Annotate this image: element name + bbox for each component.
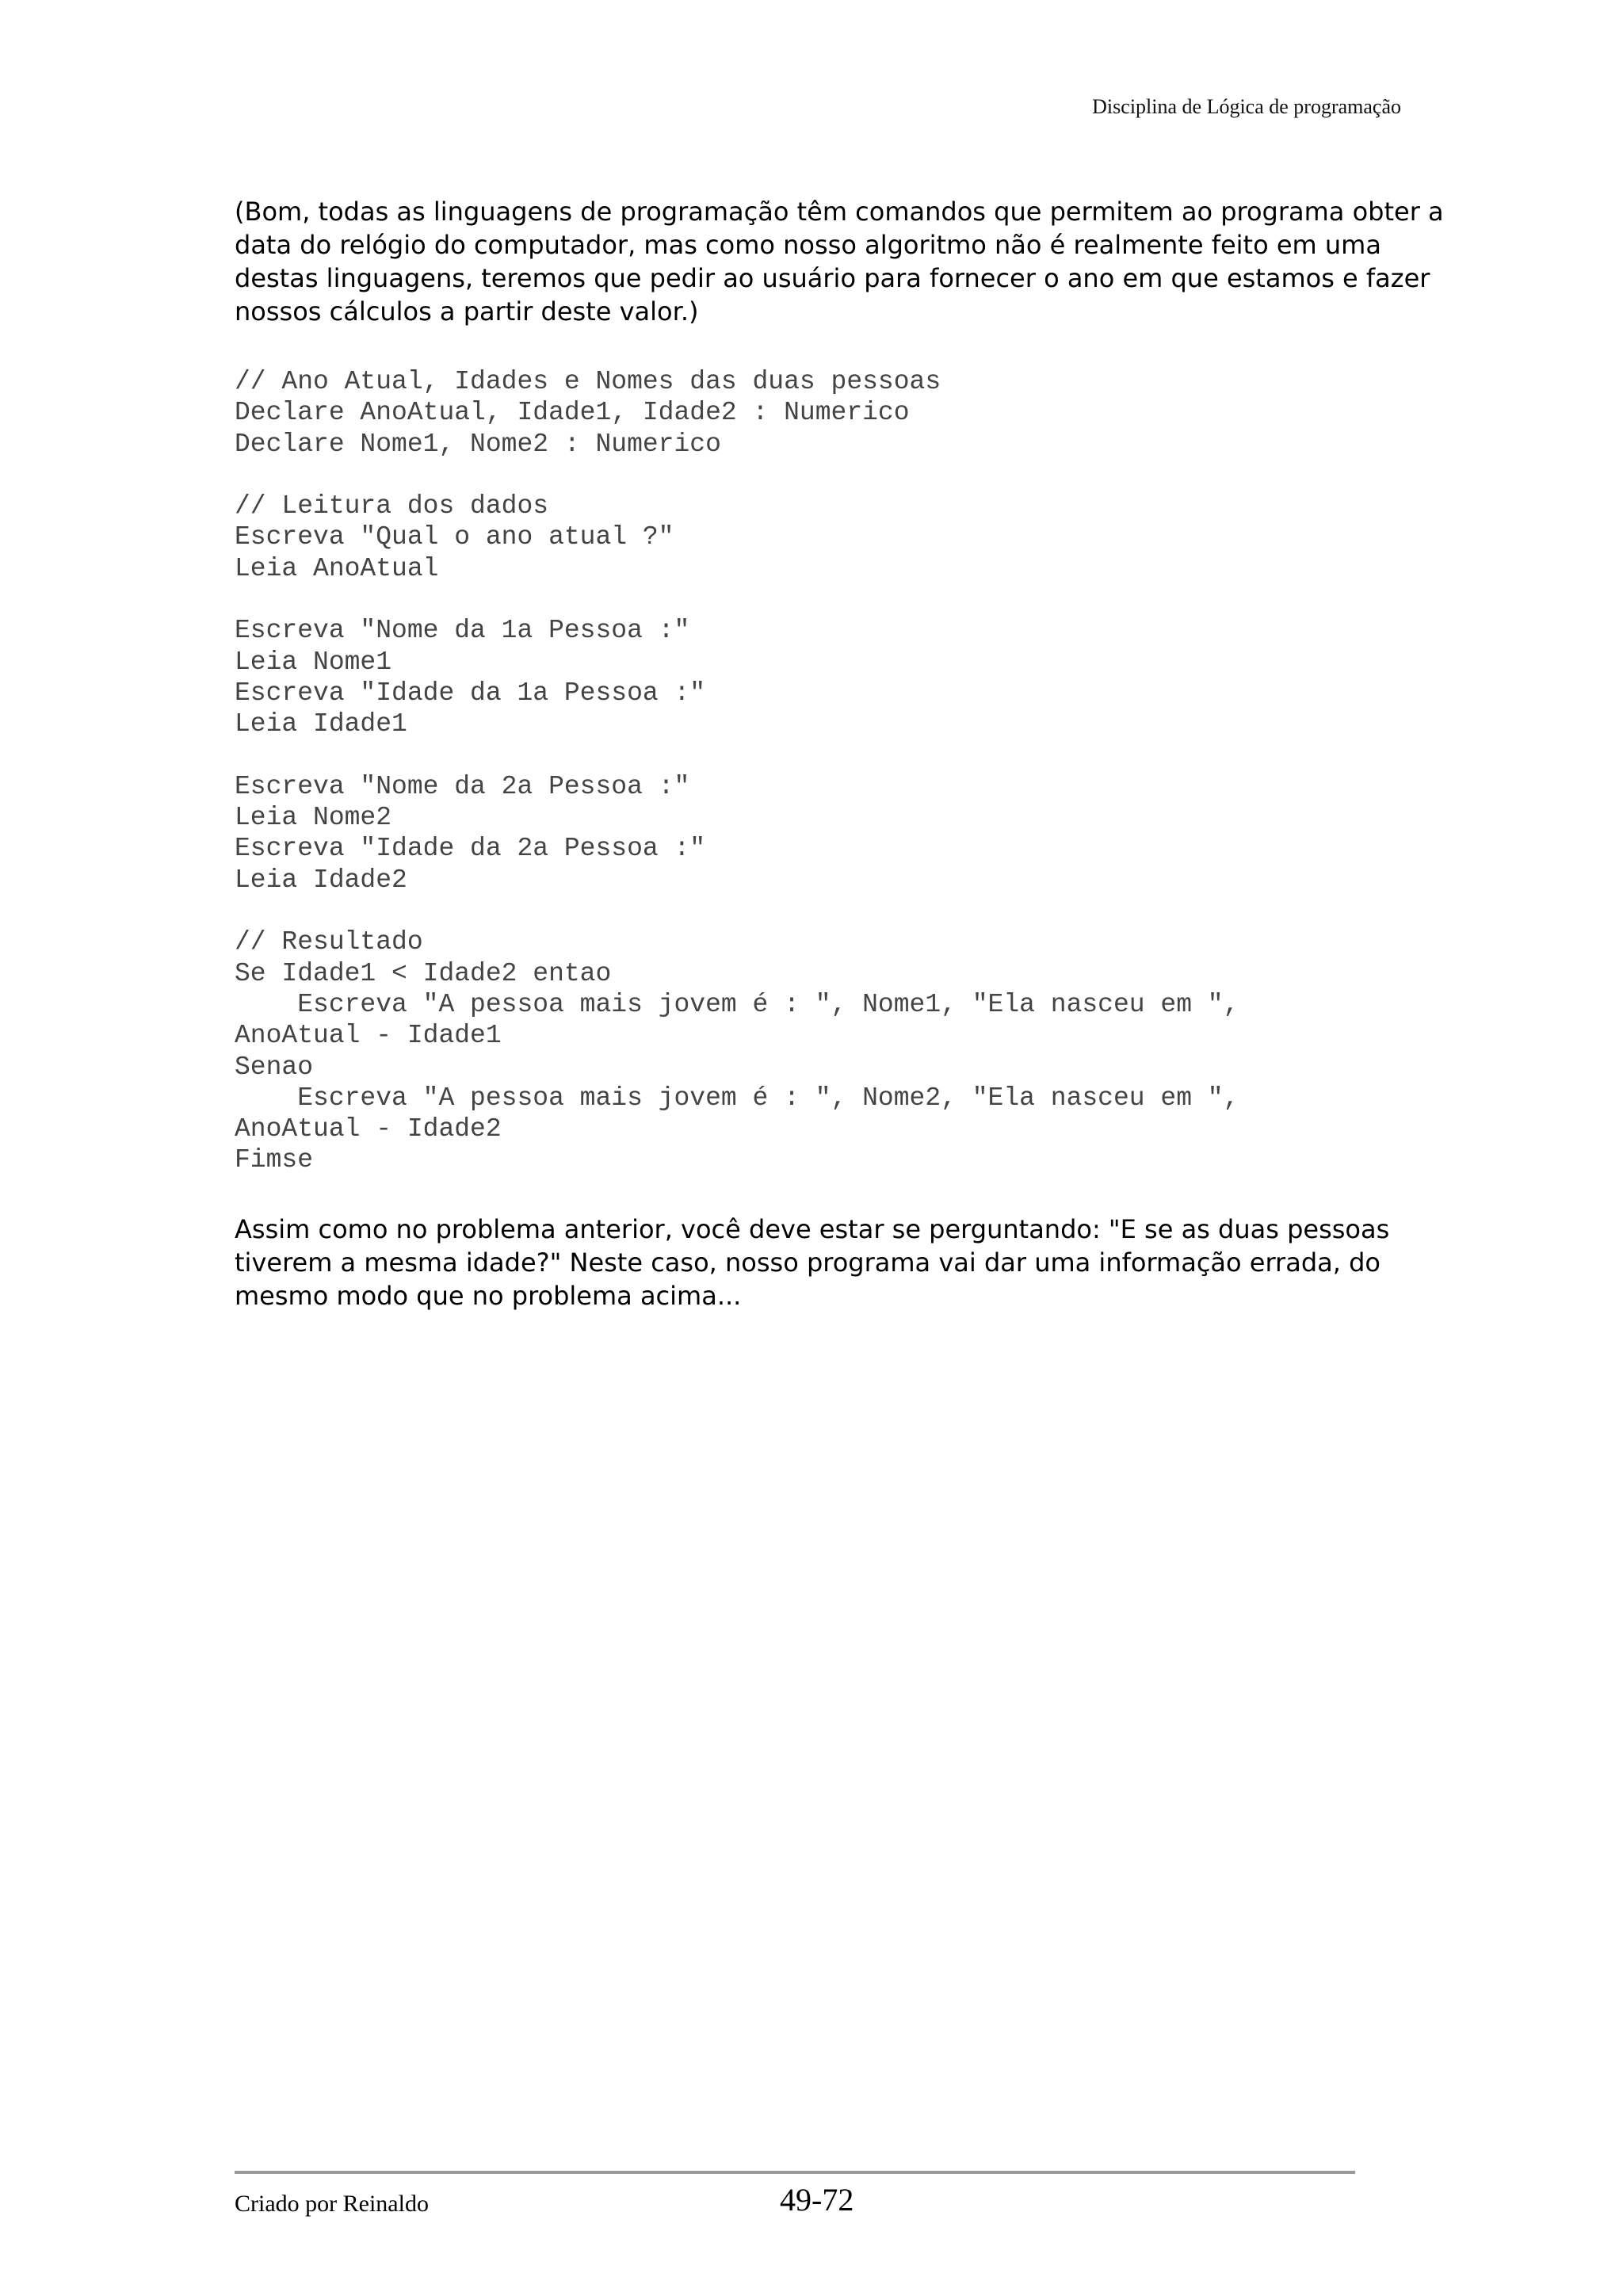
page-header: Disciplina de Lógica de programação [1092, 95, 1401, 118]
footer-author: Criado por Reinaldo [235, 2191, 429, 2217]
code-line: Escreva "A pessoa mais jovem é : ", Nome2, "Ela nasceu em ", [235, 1083, 1239, 1113]
code-line: Fimse [235, 1145, 314, 1175]
code-line: Leia Idade1 [235, 709, 407, 739]
code-line: Leia AnoAtual [235, 553, 439, 583]
intro-line: data do relógio do computador, mas como nosso algoritmo não é realmente feito em uma [235, 230, 1381, 260]
outro-line: Assim como no problema anterior, você deve estar se perguntando: "E se as duas pessoas [235, 1214, 1390, 1244]
code-line: Escreva "Nome da 1a Pessoa :" [235, 616, 690, 646]
code-line: Senao [235, 1052, 314, 1082]
outro-paragraph [235, 1213, 1400, 1312]
code-line: Declare AnoAtual, Idade1, Idade2 : Numerico [235, 398, 910, 428]
intro-line: (Bom, todas as linguagens de programação têm comandos que permitem ao programa obter a [235, 197, 1444, 227]
code-line: Escreva "Idade da 1a Pessoa :" [235, 678, 706, 708]
code-line: // Ano Atual, Idades e Nomes das duas pessoas [235, 367, 941, 396]
code-line: Escreva "Idade da 2a Pessoa :" [235, 834, 706, 864]
code-line: Leia Nome1 [235, 647, 392, 677]
code-line [235, 896, 1239, 926]
page-number: 49-72 [780, 2182, 854, 2218]
outro-line: mesmo modo que no problema acima... [235, 1281, 742, 1311]
code-line: Escreva "Qual o ano atual ?" [235, 522, 674, 552]
code-line: AnoAtual - Idade2 [235, 1114, 502, 1144]
code-line: // Leitura dos dados [235, 491, 549, 521]
code-line: Se Idade1 < Idade2 entao [235, 958, 612, 988]
intro-line: destas linguagens, teremos que pedir ao usuário para fornecer o ano em que estamos e fazer [235, 263, 1430, 293]
code-block [235, 366, 1239, 1176]
code-line: Declare Nome1, Nome2 : Numerico [235, 429, 721, 459]
code-line: Leia Nome2 [235, 803, 392, 833]
code-line: Escreva "A pessoa mais jovem é : ", Nome1, "Ela nasceu em ", [235, 989, 1239, 1019]
code-line [235, 460, 1239, 491]
code-line [235, 584, 1239, 615]
footer-divider [235, 2171, 1355, 2174]
code-line: Leia Idade2 [235, 865, 407, 895]
outro-line: tiverem a mesma idade?" Neste caso, nosso programa vai dar uma informação errada, do [235, 1247, 1381, 1278]
intro-paragraph [235, 195, 1444, 328]
code-line: AnoAtual - Idade1 [235, 1021, 502, 1051]
intro-line: nossos cálculos a partir deste valor.) [235, 296, 699, 327]
code-line: // Resultado [235, 927, 423, 957]
code-line [235, 740, 1239, 771]
code-line: Escreva "Nome da 2a Pessoa :" [235, 771, 690, 801]
